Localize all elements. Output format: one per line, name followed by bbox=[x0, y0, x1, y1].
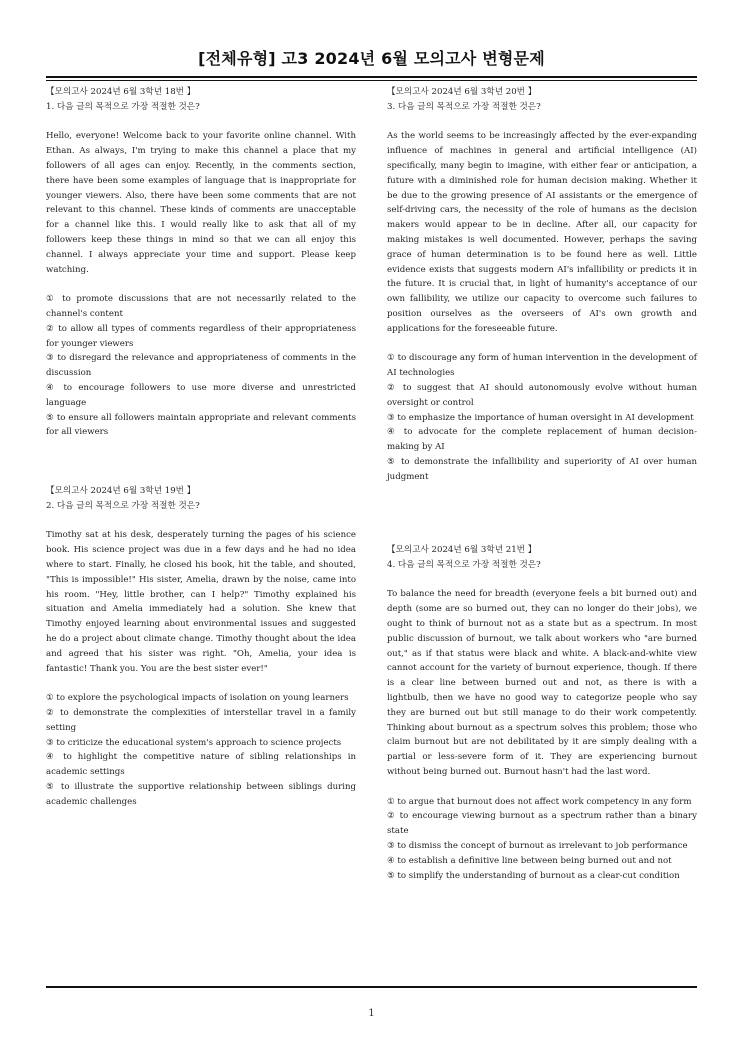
answer-choice-1[interactable]: ① to argue that burnout does not affect work competency in any form bbox=[387, 796, 692, 807]
answer-choice-3[interactable]: ③ to emphasize the importance of human oversight in AI development bbox=[387, 412, 694, 423]
answer-choices bbox=[387, 351, 697, 484]
header-rule-thick bbox=[46, 76, 697, 78]
answer-choice-2[interactable]: ② to allow all types of comments regardless of their appropriateness for younger viewers bbox=[46, 323, 356, 349]
answer-choices bbox=[46, 691, 356, 809]
answer-choice-2[interactable]: ② to suggest that AI should autonomously evolve without human oversight or control bbox=[387, 382, 697, 408]
answer-choice-4[interactable]: ④ to encourage followers to use more diverse and unrestricted language bbox=[46, 382, 356, 408]
answer-choices bbox=[46, 292, 356, 440]
question-passage: Hello, everyone! Welcome back to your favorite online channel. With Ethan. As always, I'm trying to make this channel a place that my followers of all ages can enjoy. Recently, in the comments section, there have been some examples of language that is inappropriate for younger viewers. Also, there have been some comments that are not relevant to this channel. These kinds of comments are unacceptable for a channel like this. I would really like to ask that all of my followers keep these things in mind so that we can all enjoy this channel. I always appreciate your time and support. Please keep watching. bbox=[46, 131, 356, 275]
question-source: 【모의고사 2024년 6월 3학년 19번 】 bbox=[46, 486, 196, 496]
answer-choice-3[interactable]: ③ to criticize the educational system's approach to science projects bbox=[46, 737, 342, 748]
page-title: [전체유형] 고3 2024년 6월 모의고사 변형문제 bbox=[198, 49, 545, 68]
question-stem: 2. 다음 글의 목적으로 가장 적절한 것은? bbox=[46, 500, 200, 511]
answer-choice-4[interactable]: ④ to highlight the competitive nature of sibling relationships in academic settings bbox=[46, 752, 356, 778]
question-source: 【모의고사 2024년 6월 3학년 21번 】 bbox=[387, 545, 537, 555]
answer-choice-5[interactable]: ⑤ to demonstrate the infallibility and superiority of AI over human judgment bbox=[387, 456, 697, 482]
header-rule-thin bbox=[46, 80, 697, 81]
answer-choice-5[interactable]: ⑤ to ensure all followers maintain appropriate and relevant comments for all viewers bbox=[46, 412, 356, 438]
answer-choice-4[interactable]: ④ to advocate for the complete replacement of human decision-making by AI bbox=[387, 427, 697, 453]
question-block-3 bbox=[387, 85, 697, 485]
question-source: 【모의고사 2024년 6월 3학년 20번 】 bbox=[387, 87, 537, 97]
answer-choice-1[interactable]: ① to discourage any form of human intervention in the development of AI technologies bbox=[387, 353, 697, 379]
question-source: 【모의고사 2024년 6월 3학년 18번 】 bbox=[46, 87, 196, 97]
question-block-1 bbox=[46, 85, 356, 440]
page-number: 1 bbox=[368, 1008, 375, 1019]
answer-choice-1[interactable]: ① to explore the psychological impacts of isolation on young learners bbox=[46, 693, 349, 704]
question-stem: 4. 다음 글의 목적으로 가장 적절한 것은? bbox=[387, 559, 541, 570]
question-block-4 bbox=[387, 543, 697, 883]
question-passage: Timothy sat at his desk, desperately turning the pages of his science book. His science project was due in a few days and he had no idea where to start. Finally, he closed his book, hit the table, and shouted, "This is impossible!" His sister, Amelia, drawn by the noise, came into his room. "Hey, little brother, can I help?" Timothy explained his situation and Amelia immediately had a solution. She knew that Timothy enjoyed learning about environmental issues and suggested he do a project about climate change. Timothy thought about the idea and agreed that his sister was right. "Oh, Amelia, your idea is fantastic! Thank you. You are the best sister ever!" bbox=[46, 530, 356, 674]
answer-choice-5[interactable]: ⑤ to simplify the understanding of burnout as a clear-cut condition bbox=[387, 870, 680, 881]
answer-choice-1[interactable]: ① to promote discussions that are not necessarily related to the channel's content bbox=[46, 294, 356, 319]
answer-choice-4[interactable]: ④ to establish a definitive line between being burned out and not bbox=[387, 855, 672, 866]
question-block-2 bbox=[46, 484, 356, 810]
answer-choice-5[interactable]: ⑤ to illustrate the supportive relationship between siblings during academic challenges bbox=[46, 781, 356, 807]
question-passage: As the world seems to be increasingly affected by the ever-expanding influence of machines in general and artificial intelligence (AI) specifically, many begin to imagine, with either fear or anticipation, a future with a diminished role for human decision making. Whether it be due to the growing presence of AI assistants or the emergence of self-driving cars, the necessity of the role of humans as the decision makers would appear to be in decline. After all, our capacity for making mistakes is well documented. However, perhaps the saving grace of human determination is to be found here as well. Little evidence exists that suggests modern AI's infallibility or predicts it in the future. It is crucial that, in light of humanity's acceptance of our own fallibility, we utilize our capacity to overcome such failures to position ourselves as the overseers of AI's own growth and applications for the foreseeable future. bbox=[387, 131, 697, 334]
answer-choice-3[interactable]: ③ to dismiss the concept of burnout as irrelevant to job performance bbox=[387, 840, 688, 851]
question-stem: 1. 다음 글의 목적으로 가장 적절한 것은? bbox=[46, 101, 200, 112]
footer-rule bbox=[46, 986, 697, 988]
question-stem: 3. 다음 글의 목적으로 가장 적절한 것은? bbox=[387, 101, 541, 112]
answer-choice-3[interactable]: ③ to disregard the relevance and appropriateness of comments in the discussion bbox=[46, 353, 356, 379]
answer-choices bbox=[387, 795, 697, 884]
answer-choice-2[interactable]: ② to demonstrate the complexities of interstellar travel in a family setting bbox=[46, 707, 356, 733]
question-passage: To balance the need for breadth (everyone feels a bit burned out) and depth (some are so burned out, they can no longer do their jobs), we ought to think of burnout not as a state but as a spectrum. In most public discussion of burnout, we talk about workers who "are burned out," as if that status were black and white. A black-and-white view cannot account for the variety of burnout experience, though. If there is a clear line between burned out and not, as there is with a lightbulb, then we have no good way to categorize people who say they are burned out but still manage to do their work competently. Thinking about burnout as a spectrum solves this problem; those who claim burnout but are not debilitated by it are simply dealing with a partial or less-severe form of it. They are experiencing burnout without being burned out. Burnout hasn't had the last word. bbox=[387, 589, 697, 777]
answer-choice-2[interactable]: ② to encourage viewing burnout as a spectrum rather than a binary state bbox=[387, 811, 697, 837]
